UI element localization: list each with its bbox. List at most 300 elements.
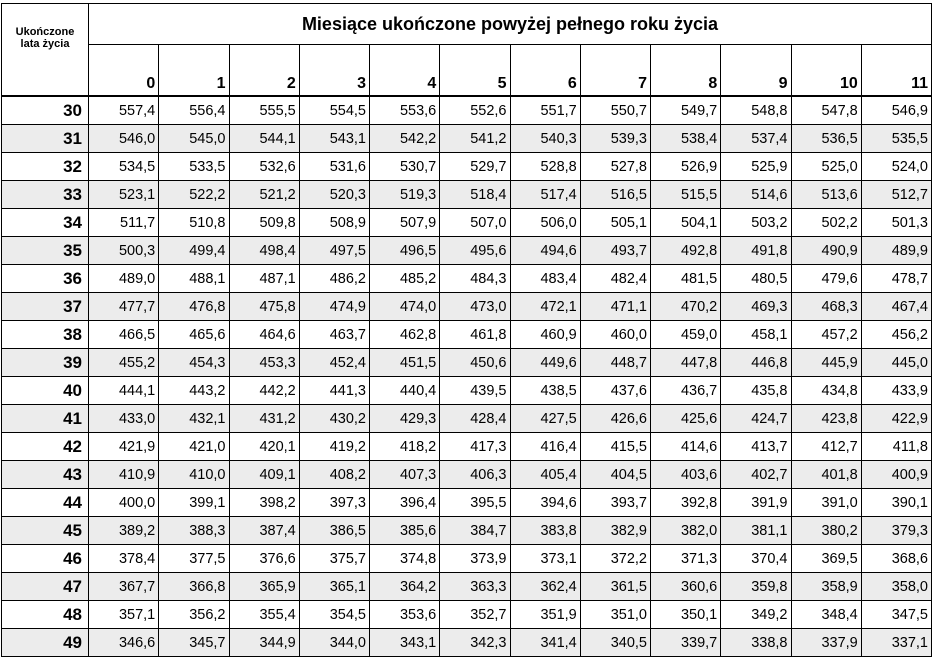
table-row bbox=[2, 349, 932, 377]
cell-42-4: 418,2 bbox=[370, 433, 440, 461]
cell-38-3: 463,7 bbox=[299, 321, 369, 349]
cell-31-7: 539,3 bbox=[580, 125, 650, 153]
cell-40-5: 439,5 bbox=[440, 377, 510, 405]
row-header-44: 44 bbox=[2, 489, 89, 517]
cell-45-6: 383,8 bbox=[510, 517, 580, 545]
cell-46-1: 377,5 bbox=[159, 545, 229, 573]
cell-36-11: 478,7 bbox=[861, 265, 931, 293]
cell-35-9: 491,8 bbox=[721, 237, 791, 265]
cell-41-6: 427,5 bbox=[510, 405, 580, 433]
row-header-39: 39 bbox=[2, 349, 89, 377]
cell-32-3: 531,6 bbox=[299, 153, 369, 181]
cell-41-4: 429,3 bbox=[370, 405, 440, 433]
cell-36-8: 481,5 bbox=[651, 265, 721, 293]
row-header-40: 40 bbox=[2, 377, 89, 405]
cell-38-8: 459,0 bbox=[651, 321, 721, 349]
table-row bbox=[2, 433, 932, 461]
cell-34-4: 507,9 bbox=[370, 209, 440, 237]
cell-49-7: 340,5 bbox=[580, 629, 650, 657]
table-row bbox=[2, 601, 932, 629]
cell-42-0: 421,9 bbox=[89, 433, 159, 461]
cell-49-4: 343,1 bbox=[370, 629, 440, 657]
cell-49-6: 341,4 bbox=[510, 629, 580, 657]
cell-37-5: 473,0 bbox=[440, 293, 510, 321]
cell-34-10: 502,2 bbox=[791, 209, 861, 237]
cell-30-1: 556,4 bbox=[159, 96, 229, 125]
cell-48-8: 350,1 bbox=[651, 601, 721, 629]
cell-34-1: 510,8 bbox=[159, 209, 229, 237]
cell-35-3: 497,5 bbox=[299, 237, 369, 265]
cell-46-7: 372,2 bbox=[580, 545, 650, 573]
cell-32-8: 526,9 bbox=[651, 153, 721, 181]
cell-44-1: 399,1 bbox=[159, 489, 229, 517]
cell-48-2: 355,4 bbox=[229, 601, 299, 629]
column-header-1: 1 bbox=[159, 45, 229, 97]
column-header-10: 10 bbox=[791, 45, 861, 97]
cell-32-0: 534,5 bbox=[89, 153, 159, 181]
cell-30-9: 548,8 bbox=[721, 96, 791, 125]
cell-38-6: 460,9 bbox=[510, 321, 580, 349]
cell-41-0: 433,0 bbox=[89, 405, 159, 433]
cell-41-11: 422,9 bbox=[861, 405, 931, 433]
cell-38-1: 465,6 bbox=[159, 321, 229, 349]
cell-39-7: 448,7 bbox=[580, 349, 650, 377]
cell-44-3: 397,3 bbox=[299, 489, 369, 517]
row-header-30: 30 bbox=[2, 96, 89, 125]
cell-30-11: 546,9 bbox=[861, 96, 931, 125]
cell-45-11: 379,3 bbox=[861, 517, 931, 545]
cell-43-6: 405,4 bbox=[510, 461, 580, 489]
row-header-45: 45 bbox=[2, 517, 89, 545]
cell-39-9: 446,8 bbox=[721, 349, 791, 377]
cell-31-4: 542,2 bbox=[370, 125, 440, 153]
column-header-0: 0 bbox=[89, 45, 159, 97]
cell-37-4: 474,0 bbox=[370, 293, 440, 321]
table-row bbox=[2, 96, 932, 125]
cell-31-9: 537,4 bbox=[721, 125, 791, 153]
cell-34-8: 504,1 bbox=[651, 209, 721, 237]
cell-44-0: 400,0 bbox=[89, 489, 159, 517]
cell-34-2: 509,8 bbox=[229, 209, 299, 237]
cell-43-7: 404,5 bbox=[580, 461, 650, 489]
cell-39-2: 453,3 bbox=[229, 349, 299, 377]
row-header-49: 49 bbox=[2, 629, 89, 657]
cell-34-9: 503,2 bbox=[721, 209, 791, 237]
column-header-2: 2 bbox=[229, 45, 299, 97]
cell-43-5: 406,3 bbox=[440, 461, 510, 489]
cell-38-11: 456,2 bbox=[861, 321, 931, 349]
cell-39-0: 455,2 bbox=[89, 349, 159, 377]
cell-30-10: 547,8 bbox=[791, 96, 861, 125]
cell-35-0: 500,3 bbox=[89, 237, 159, 265]
cell-36-2: 487,1 bbox=[229, 265, 299, 293]
cell-45-7: 382,9 bbox=[580, 517, 650, 545]
cell-49-5: 342,3 bbox=[440, 629, 510, 657]
row-header-31: 31 bbox=[2, 125, 89, 153]
cell-46-9: 370,4 bbox=[721, 545, 791, 573]
cell-48-11: 347,5 bbox=[861, 601, 931, 629]
corner-label-line2: lata życia bbox=[20, 37, 70, 50]
cell-42-2: 420,1 bbox=[229, 433, 299, 461]
cell-47-5: 363,3 bbox=[440, 573, 510, 601]
cell-46-0: 378,4 bbox=[89, 545, 159, 573]
cell-35-10: 490,9 bbox=[791, 237, 861, 265]
cell-37-3: 474,9 bbox=[299, 293, 369, 321]
cell-35-5: 495,6 bbox=[440, 237, 510, 265]
cell-37-0: 477,7 bbox=[89, 293, 159, 321]
cell-38-0: 466,5 bbox=[89, 321, 159, 349]
cell-48-0: 357,1 bbox=[89, 601, 159, 629]
cell-44-4: 396,4 bbox=[370, 489, 440, 517]
cell-48-7: 351,0 bbox=[580, 601, 650, 629]
cell-37-9: 469,3 bbox=[721, 293, 791, 321]
cell-38-2: 464,6 bbox=[229, 321, 299, 349]
corner-label-line1: Ukończone bbox=[15, 25, 75, 38]
row-header-48: 48 bbox=[2, 601, 89, 629]
cell-44-5: 395,5 bbox=[440, 489, 510, 517]
cell-35-2: 498,4 bbox=[229, 237, 299, 265]
cell-36-5: 484,3 bbox=[440, 265, 510, 293]
cell-37-6: 472,1 bbox=[510, 293, 580, 321]
cell-43-11: 400,9 bbox=[861, 461, 931, 489]
cell-33-9: 514,6 bbox=[721, 181, 791, 209]
table-body bbox=[2, 96, 932, 657]
column-header-row bbox=[2, 45, 932, 97]
cell-43-9: 402,7 bbox=[721, 461, 791, 489]
cell-42-10: 412,7 bbox=[791, 433, 861, 461]
cell-31-1: 545,0 bbox=[159, 125, 229, 153]
cell-48-5: 352,7 bbox=[440, 601, 510, 629]
cell-47-7: 361,5 bbox=[580, 573, 650, 601]
cell-47-11: 358,0 bbox=[861, 573, 931, 601]
cell-33-5: 518,4 bbox=[440, 181, 510, 209]
table-row bbox=[2, 293, 932, 321]
cell-39-4: 451,5 bbox=[370, 349, 440, 377]
cell-48-9: 349,2 bbox=[721, 601, 791, 629]
cell-42-11: 411,8 bbox=[861, 433, 931, 461]
table-row bbox=[2, 405, 932, 433]
cell-40-9: 435,8 bbox=[721, 377, 791, 405]
cell-40-8: 436,7 bbox=[651, 377, 721, 405]
cell-35-6: 494,6 bbox=[510, 237, 580, 265]
cell-33-1: 522,2 bbox=[159, 181, 229, 209]
cell-41-7: 426,6 bbox=[580, 405, 650, 433]
cell-32-5: 529,7 bbox=[440, 153, 510, 181]
cell-40-10: 434,8 bbox=[791, 377, 861, 405]
cell-32-4: 530,7 bbox=[370, 153, 440, 181]
cell-44-2: 398,2 bbox=[229, 489, 299, 517]
cell-49-9: 338,8 bbox=[721, 629, 791, 657]
cell-38-7: 460,0 bbox=[580, 321, 650, 349]
cell-32-2: 532,6 bbox=[229, 153, 299, 181]
cell-34-7: 505,1 bbox=[580, 209, 650, 237]
cell-30-0: 557,4 bbox=[89, 96, 159, 125]
cell-30-5: 552,6 bbox=[440, 96, 510, 125]
cell-46-2: 376,6 bbox=[229, 545, 299, 573]
column-header-9: 9 bbox=[721, 45, 791, 97]
cell-40-0: 444,1 bbox=[89, 377, 159, 405]
cell-33-2: 521,2 bbox=[229, 181, 299, 209]
cell-33-10: 513,6 bbox=[791, 181, 861, 209]
cell-47-6: 362,4 bbox=[510, 573, 580, 601]
table-row bbox=[2, 265, 932, 293]
cell-48-10: 348,4 bbox=[791, 601, 861, 629]
cell-49-8: 339,7 bbox=[651, 629, 721, 657]
cell-43-1: 410,0 bbox=[159, 461, 229, 489]
column-header-6: 6 bbox=[510, 45, 580, 97]
table-row bbox=[2, 125, 932, 153]
cell-36-9: 480,5 bbox=[721, 265, 791, 293]
cell-46-10: 369,5 bbox=[791, 545, 861, 573]
cell-31-6: 540,3 bbox=[510, 125, 580, 153]
cell-46-11: 368,6 bbox=[861, 545, 931, 573]
cell-41-5: 428,4 bbox=[440, 405, 510, 433]
cell-42-8: 414,6 bbox=[651, 433, 721, 461]
cell-33-8: 515,5 bbox=[651, 181, 721, 209]
cell-42-9: 413,7 bbox=[721, 433, 791, 461]
cell-40-4: 440,4 bbox=[370, 377, 440, 405]
cell-47-9: 359,8 bbox=[721, 573, 791, 601]
row-header-43: 43 bbox=[2, 461, 89, 489]
cell-47-2: 365,9 bbox=[229, 573, 299, 601]
cell-47-4: 364,2 bbox=[370, 573, 440, 601]
cell-45-5: 384,7 bbox=[440, 517, 510, 545]
cell-44-6: 394,6 bbox=[510, 489, 580, 517]
cell-47-3: 365,1 bbox=[299, 573, 369, 601]
cell-46-5: 373,9 bbox=[440, 545, 510, 573]
table-title: Miesiące ukończone powyżej pełnego roku życia bbox=[89, 4, 932, 45]
cell-35-1: 499,4 bbox=[159, 237, 229, 265]
cell-40-2: 442,2 bbox=[229, 377, 299, 405]
life-table bbox=[1, 3, 932, 657]
cell-39-1: 454,3 bbox=[159, 349, 229, 377]
cell-46-8: 371,3 bbox=[651, 545, 721, 573]
cell-49-3: 344,0 bbox=[299, 629, 369, 657]
row-header-33: 33 bbox=[2, 181, 89, 209]
cell-36-7: 482,4 bbox=[580, 265, 650, 293]
cell-34-6: 506,0 bbox=[510, 209, 580, 237]
row-header-47: 47 bbox=[2, 573, 89, 601]
cell-32-10: 525,0 bbox=[791, 153, 861, 181]
cell-39-6: 449,6 bbox=[510, 349, 580, 377]
cell-36-1: 488,1 bbox=[159, 265, 229, 293]
cell-49-11: 337,1 bbox=[861, 629, 931, 657]
table-row bbox=[2, 629, 932, 657]
cell-34-3: 508,9 bbox=[299, 209, 369, 237]
cell-33-7: 516,5 bbox=[580, 181, 650, 209]
cell-39-5: 450,6 bbox=[440, 349, 510, 377]
cell-43-8: 403,6 bbox=[651, 461, 721, 489]
cell-30-8: 549,7 bbox=[651, 96, 721, 125]
row-header-37: 37 bbox=[2, 293, 89, 321]
table-row bbox=[2, 237, 932, 265]
cell-45-1: 388,3 bbox=[159, 517, 229, 545]
cell-35-8: 492,8 bbox=[651, 237, 721, 265]
cell-39-10: 445,9 bbox=[791, 349, 861, 377]
cell-42-7: 415,5 bbox=[580, 433, 650, 461]
cell-35-11: 489,9 bbox=[861, 237, 931, 265]
cell-33-11: 512,7 bbox=[861, 181, 931, 209]
cell-45-9: 381,1 bbox=[721, 517, 791, 545]
cell-31-5: 541,2 bbox=[440, 125, 510, 153]
cell-31-0: 546,0 bbox=[89, 125, 159, 153]
cell-33-0: 523,1 bbox=[89, 181, 159, 209]
cell-35-7: 493,7 bbox=[580, 237, 650, 265]
table-row bbox=[2, 489, 932, 517]
cell-36-3: 486,2 bbox=[299, 265, 369, 293]
cell-49-0: 346,6 bbox=[89, 629, 159, 657]
cell-44-8: 392,8 bbox=[651, 489, 721, 517]
cell-37-2: 475,8 bbox=[229, 293, 299, 321]
cell-36-4: 485,2 bbox=[370, 265, 440, 293]
column-header-4: 4 bbox=[370, 45, 440, 97]
cell-32-9: 525,9 bbox=[721, 153, 791, 181]
row-header-34: 34 bbox=[2, 209, 89, 237]
table-row bbox=[2, 517, 932, 545]
cell-34-5: 507,0 bbox=[440, 209, 510, 237]
cell-43-3: 408,2 bbox=[299, 461, 369, 489]
cell-40-3: 441,3 bbox=[299, 377, 369, 405]
cell-49-2: 344,9 bbox=[229, 629, 299, 657]
cell-31-2: 544,1 bbox=[229, 125, 299, 153]
cell-39-11: 445,0 bbox=[861, 349, 931, 377]
cell-46-3: 375,7 bbox=[299, 545, 369, 573]
cell-33-6: 517,4 bbox=[510, 181, 580, 209]
cell-32-7: 527,8 bbox=[580, 153, 650, 181]
cell-38-5: 461,8 bbox=[440, 321, 510, 349]
cell-37-1: 476,8 bbox=[159, 293, 229, 321]
cell-34-0: 511,7 bbox=[89, 209, 159, 237]
row-header-41: 41 bbox=[2, 405, 89, 433]
cell-30-7: 550,7 bbox=[580, 96, 650, 125]
cell-33-4: 519,3 bbox=[370, 181, 440, 209]
cell-40-11: 433,9 bbox=[861, 377, 931, 405]
row-header-42: 42 bbox=[2, 433, 89, 461]
column-header-11: 11 bbox=[861, 45, 931, 97]
cell-38-4: 462,8 bbox=[370, 321, 440, 349]
column-header-8: 8 bbox=[651, 45, 721, 97]
cell-41-10: 423,8 bbox=[791, 405, 861, 433]
cell-37-7: 471,1 bbox=[580, 293, 650, 321]
table-row bbox=[2, 181, 932, 209]
cell-30-4: 553,6 bbox=[370, 96, 440, 125]
cell-44-7: 393,7 bbox=[580, 489, 650, 517]
cell-41-1: 432,1 bbox=[159, 405, 229, 433]
cell-49-10: 337,9 bbox=[791, 629, 861, 657]
column-header-3: 3 bbox=[299, 45, 369, 97]
table-row bbox=[2, 321, 932, 349]
cell-32-11: 524,0 bbox=[861, 153, 931, 181]
cell-47-10: 358,9 bbox=[791, 573, 861, 601]
title-row bbox=[2, 4, 932, 45]
cell-38-10: 457,2 bbox=[791, 321, 861, 349]
cell-48-3: 354,5 bbox=[299, 601, 369, 629]
cell-39-3: 452,4 bbox=[299, 349, 369, 377]
row-header-46: 46 bbox=[2, 545, 89, 573]
cell-45-8: 382,0 bbox=[651, 517, 721, 545]
cell-42-6: 416,4 bbox=[510, 433, 580, 461]
column-header-5: 5 bbox=[440, 45, 510, 97]
cell-43-10: 401,8 bbox=[791, 461, 861, 489]
cell-37-11: 467,4 bbox=[861, 293, 931, 321]
cell-31-3: 543,1 bbox=[299, 125, 369, 153]
cell-30-3: 554,5 bbox=[299, 96, 369, 125]
cell-33-3: 520,3 bbox=[299, 181, 369, 209]
cell-41-8: 425,6 bbox=[651, 405, 721, 433]
cell-30-6: 551,7 bbox=[510, 96, 580, 125]
table-row bbox=[2, 573, 932, 601]
table-row bbox=[2, 153, 932, 181]
cell-48-1: 356,2 bbox=[159, 601, 229, 629]
row-header-32: 32 bbox=[2, 153, 89, 181]
table-row bbox=[2, 461, 932, 489]
cell-43-2: 409,1 bbox=[229, 461, 299, 489]
cell-38-9: 458,1 bbox=[721, 321, 791, 349]
cell-44-11: 390,1 bbox=[861, 489, 931, 517]
cell-47-0: 367,7 bbox=[89, 573, 159, 601]
cell-39-8: 447,8 bbox=[651, 349, 721, 377]
table-row bbox=[2, 377, 932, 405]
cell-48-4: 353,6 bbox=[370, 601, 440, 629]
cell-40-6: 438,5 bbox=[510, 377, 580, 405]
cell-41-3: 430,2 bbox=[299, 405, 369, 433]
cell-41-9: 424,7 bbox=[721, 405, 791, 433]
cell-45-3: 386,5 bbox=[299, 517, 369, 545]
cell-45-4: 385,6 bbox=[370, 517, 440, 545]
cell-47-8: 360,6 bbox=[651, 573, 721, 601]
cell-35-4: 496,5 bbox=[370, 237, 440, 265]
cell-32-1: 533,5 bbox=[159, 153, 229, 181]
cell-37-8: 470,2 bbox=[651, 293, 721, 321]
cell-43-0: 410,9 bbox=[89, 461, 159, 489]
table-row bbox=[2, 545, 932, 573]
cell-31-8: 538,4 bbox=[651, 125, 721, 153]
cell-40-1: 443,2 bbox=[159, 377, 229, 405]
corner-header bbox=[2, 4, 89, 97]
cell-44-10: 391,0 bbox=[791, 489, 861, 517]
cell-45-2: 387,4 bbox=[229, 517, 299, 545]
cell-42-1: 421,0 bbox=[159, 433, 229, 461]
cell-44-9: 391,9 bbox=[721, 489, 791, 517]
cell-37-10: 468,3 bbox=[791, 293, 861, 321]
cell-49-1: 345,7 bbox=[159, 629, 229, 657]
table-row bbox=[2, 209, 932, 237]
cell-45-10: 380,2 bbox=[791, 517, 861, 545]
cell-36-6: 483,4 bbox=[510, 265, 580, 293]
cell-47-1: 366,8 bbox=[159, 573, 229, 601]
cell-40-7: 437,6 bbox=[580, 377, 650, 405]
cell-45-0: 389,2 bbox=[89, 517, 159, 545]
cell-48-6: 351,9 bbox=[510, 601, 580, 629]
cell-34-11: 501,3 bbox=[861, 209, 931, 237]
row-header-35: 35 bbox=[2, 237, 89, 265]
cell-31-10: 536,5 bbox=[791, 125, 861, 153]
cell-43-4: 407,3 bbox=[370, 461, 440, 489]
cell-36-0: 489,0 bbox=[89, 265, 159, 293]
cell-42-5: 417,3 bbox=[440, 433, 510, 461]
cell-30-2: 555,5 bbox=[229, 96, 299, 125]
cell-46-6: 373,1 bbox=[510, 545, 580, 573]
cell-36-10: 479,6 bbox=[791, 265, 861, 293]
column-header-7: 7 bbox=[580, 45, 650, 97]
cell-41-2: 431,2 bbox=[229, 405, 299, 433]
cell-46-4: 374,8 bbox=[370, 545, 440, 573]
cell-32-6: 528,8 bbox=[510, 153, 580, 181]
row-header-38: 38 bbox=[2, 321, 89, 349]
cell-42-3: 419,2 bbox=[299, 433, 369, 461]
row-header-36: 36 bbox=[2, 265, 89, 293]
cell-31-11: 535,5 bbox=[861, 125, 931, 153]
